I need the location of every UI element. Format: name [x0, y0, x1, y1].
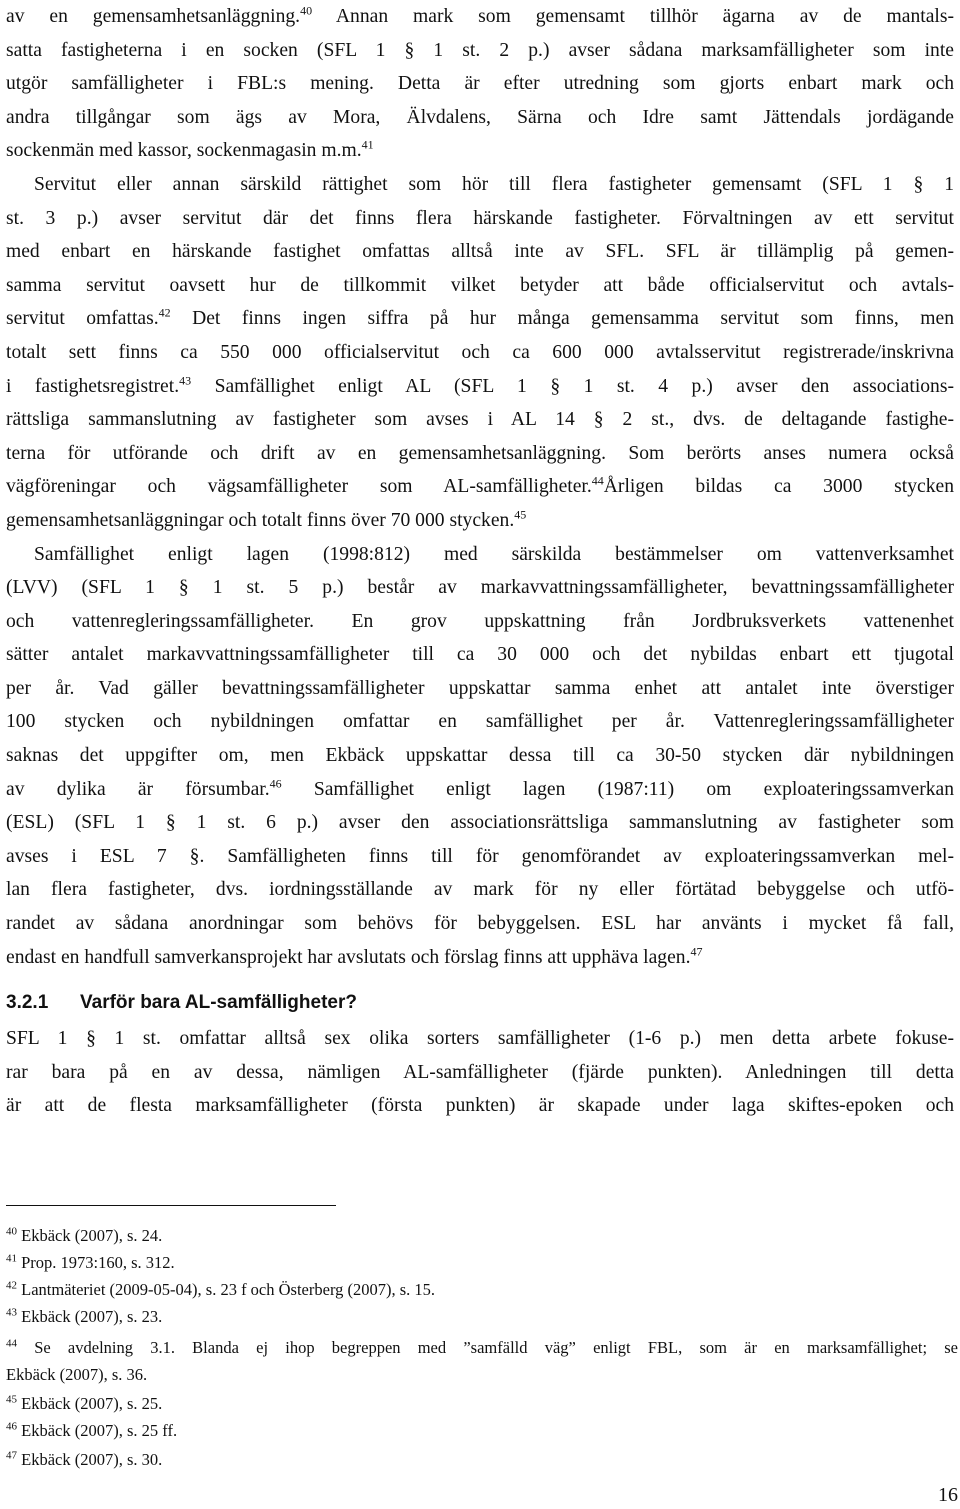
- footnote: [6, 1361, 958, 1388]
- body-line: [6, 773, 954, 807]
- body-line: [6, 538, 954, 572]
- footnote-ref: 42: [158, 305, 171, 320]
- body-line: [6, 941, 954, 975]
- footnote-text: Ekbäck (2007), s. 25 ff.: [21, 1421, 178, 1440]
- body-line: [6, 235, 954, 269]
- line-text: (ESL) (SFL 1 § 1 st. 6 p.) avser den associationsrättsliga sammanslutning av fastigheter som: [6, 812, 954, 834]
- line-text: vägföreningar och vägsamfälligheter som AL-samfälligheter.: [6, 476, 592, 498]
- footnote-number: 43: [6, 1306, 17, 1319]
- line-text: gemensamhetsanläggningar och totalt finns över 70 000 stycken.: [6, 509, 515, 531]
- footnote-text: Ekbäck (2007), s. 24.: [21, 1226, 163, 1245]
- body-line: [6, 907, 954, 941]
- line-text: saknas det uppgifter om, men Ekbäck uppskattar dessa till ca 30-50 stycken där nybildningen: [6, 745, 954, 767]
- footnote-text: Lantmäteriet (2009-05-04), s. 23 f och Österberg (2007), s. 15.: [21, 1280, 436, 1299]
- line-text: (LVV) (SFL 1 § 1 st. 5 p.) består av markavvattningssamfälligheter, bevattningssamfälligheter: [6, 577, 954, 599]
- section-number: 3.2.1: [6, 992, 49, 1013]
- body-line: [6, 1056, 954, 1090]
- footnote-number: 42: [6, 1279, 17, 1292]
- footnote-ref: 46: [269, 776, 282, 791]
- footnote: [6, 1417, 958, 1444]
- line-text: är att de flesta marksamfälligheter (första punkten) är skapade under laga skiftes-epoken och: [6, 1095, 954, 1117]
- line-text: Servitut eller annan särskild rättighet som hör till flera fastigheter gemensamt (SFL 1 § 1: [34, 173, 954, 195]
- footnote: [6, 1446, 958, 1473]
- body-line: [6, 67, 954, 101]
- body-line: [6, 605, 954, 639]
- line-text: endast en handfull samverkansprojekt har avslutats och förslag finns att upphäva lagen.: [6, 946, 691, 968]
- line-text: totalt sett finns ca 550 000 officialservitut och ca 600 000 avtalsservitut registrerade/inskrivna: [6, 341, 954, 363]
- line-text: av en gemensamhetsanläggning.: [6, 6, 301, 27]
- line-text: 100 stycken och nybildningen omfattar en samfällighet per år. Vattenregleringssamfälligheter: [6, 711, 954, 733]
- footnote-ref: 45: [514, 507, 527, 522]
- footnote-number: 41: [6, 1252, 17, 1265]
- footnote-text: Ekbäck (2007), s. 23.: [21, 1307, 163, 1326]
- body-line: [6, 705, 954, 739]
- body-line: [6, 504, 954, 538]
- body-line: [6, 873, 954, 907]
- body-line: [6, 34, 954, 68]
- line-text: av dylika är försumbar.: [6, 778, 270, 800]
- footnote-ref: 41: [361, 137, 374, 152]
- line-text: rar bara på en av dessa, nämligen AL-samfälligheter (fjärde punkten). Anledningen till detta: [6, 1061, 954, 1083]
- line-text: avses i ESL 7 §. Samfälligheten finns till för genomförandet av exploateringssamverkan mel-: [6, 845, 954, 867]
- body-line: [6, 840, 954, 874]
- line-text: st. 3 p.) avser servitut där det finns flera härskande fastigheter. Förvaltningen av ett servitut: [6, 207, 954, 229]
- footnote-ref: 44: [591, 473, 604, 488]
- footnote: [6, 1222, 958, 1249]
- footnote: [6, 1276, 958, 1303]
- body-line: [6, 101, 954, 135]
- body-text: [6, 0, 954, 974]
- footnote-ref: 43: [179, 373, 192, 387]
- footnote-text: Ekbäck (2007), s. 36.: [6, 1365, 148, 1384]
- body-line: [6, 806, 954, 840]
- footnote: [6, 1334, 958, 1361]
- footnote-number: 44: [6, 1337, 17, 1350]
- line-text: terna för utförande och drift av en gemensamhetsanläggning. Som berörts anses numera också: [6, 442, 954, 464]
- line-text: SFL 1 § 1 st. omfattar alltså sex olika sorters samfälligheter (1-6 p.) men detta arbete fokuse-: [6, 1028, 954, 1049]
- body-line: [6, 202, 954, 236]
- body-text-continued: [6, 1022, 954, 1123]
- body-line: [6, 638, 954, 672]
- line-text: och vattenregleringssamfälligheter. En grov uppskattning från Jordbruksverkets vattenenhet: [6, 610, 954, 632]
- footnote: [6, 1303, 958, 1330]
- line-text: Samfällighet enligt lagen (1998:812) med särskilda bestämmelser om vattenverksamhet: [34, 543, 954, 565]
- line-text: Samfällighet enligt AL (SFL 1 § 1 st. 4 p.) avser den associations-: [191, 375, 955, 397]
- footnote-ref: 40: [300, 3, 313, 18]
- footnote: [6, 1249, 958, 1276]
- footnote-text: Se avdelning 3.1. Blanda ej ihop begreppen med ”samfälld väg” enligt FBL, som är en marksamfällighet; se: [34, 1338, 958, 1357]
- body-line: [6, 1089, 954, 1123]
- line-text: samma servitut oavsett hur de tillkommit vilket betyder att både officialservitut och avtals-: [6, 274, 954, 296]
- footnote-number: 45: [6, 1393, 17, 1406]
- line-text: Årligen bildas ca 3000 stycken: [603, 476, 954, 498]
- footnote-text: Ekbäck (2007), s. 30.: [21, 1450, 163, 1469]
- section-heading: [6, 992, 357, 1014]
- line-text: satta fastigheterna i en socken (SFL 1 § 1 st. 2 p.) avser sådana marksamfälligheter som inte: [6, 39, 954, 61]
- body-line: [6, 672, 954, 706]
- line-text: sockenmän med kassor, sockenmagasin m.m.: [6, 140, 362, 162]
- line-text: servitut omfattas.: [6, 308, 159, 330]
- footnote-number: 47: [6, 1449, 17, 1462]
- line-text: Annan mark som gemensamt tillhör ägarna av de mantals-: [312, 6, 954, 27]
- body-line: [6, 370, 954, 404]
- line-text: randet av sådana anordningar som behövs för bebyggelsen. ESL har använts i mycket få fall,: [6, 913, 954, 935]
- body-line: [6, 470, 954, 504]
- body-line: [6, 0, 954, 34]
- body-line: [6, 739, 954, 773]
- footnote-ref: 47: [690, 944, 703, 959]
- footnote-number: 46: [6, 1420, 17, 1433]
- body-line: [6, 336, 954, 370]
- line-text: andra tillgångar som ägs av Mora, Älvdalens, Särna och Idre samt Jättendals jordägande: [6, 106, 954, 128]
- body-line: [6, 134, 954, 168]
- footnote-text: Ekbäck (2007), s. 25.: [21, 1394, 163, 1413]
- body-line: [6, 269, 954, 303]
- line-text: Det finns ingen siffra på hur många gemensamma servitut som finns, men: [170, 308, 954, 330]
- line-text: utgör samfälligheter i FBL:s mening. Detta är efter utredning som gjorts enbart mark och: [6, 73, 954, 95]
- body-line: [6, 1022, 954, 1056]
- footnote: [6, 1390, 958, 1417]
- body-line: [6, 168, 954, 202]
- body-line: [6, 403, 954, 437]
- footnote-text: Prop. 1973:160, s. 312.: [21, 1253, 175, 1272]
- body-line: [6, 437, 954, 471]
- line-text: sätter antalet markavvattningssamfälligheter till ca 30 000 och det nybildas enbart ett tjugotal: [6, 644, 954, 666]
- line-text: med enbart en härskande fastighet omfattas alltså inte av SFL. SFL är tillämplig på gemen-: [6, 241, 954, 263]
- body-line: [6, 302, 954, 336]
- page-number: 16: [938, 1484, 958, 1506]
- line-text: lan flera fastigheter, dvs. iordningsställande av mark för ny eller förtätad bebyggelse och utfö-: [6, 879, 954, 901]
- line-text: i fastighetsregistret.: [6, 375, 180, 397]
- footnote-separator: [6, 1205, 336, 1206]
- line-text: rättsliga sammanslutning av fastigheter som avses i AL 14 § 2 st., dvs. de deltagande fastighe-: [6, 409, 954, 431]
- footnote-number: 40: [6, 1225, 17, 1238]
- line-text: Samfällighet enligt lagen (1987:11) om exploateringssamverkan: [281, 778, 955, 800]
- line-text: per år. Vad gäller bevattningssamfälligheter uppskattar samma enhet att antalet inte överstiger: [6, 677, 954, 699]
- section-title: Varför bara AL-samfälligheter?: [80, 992, 357, 1013]
- body-line: [6, 571, 954, 605]
